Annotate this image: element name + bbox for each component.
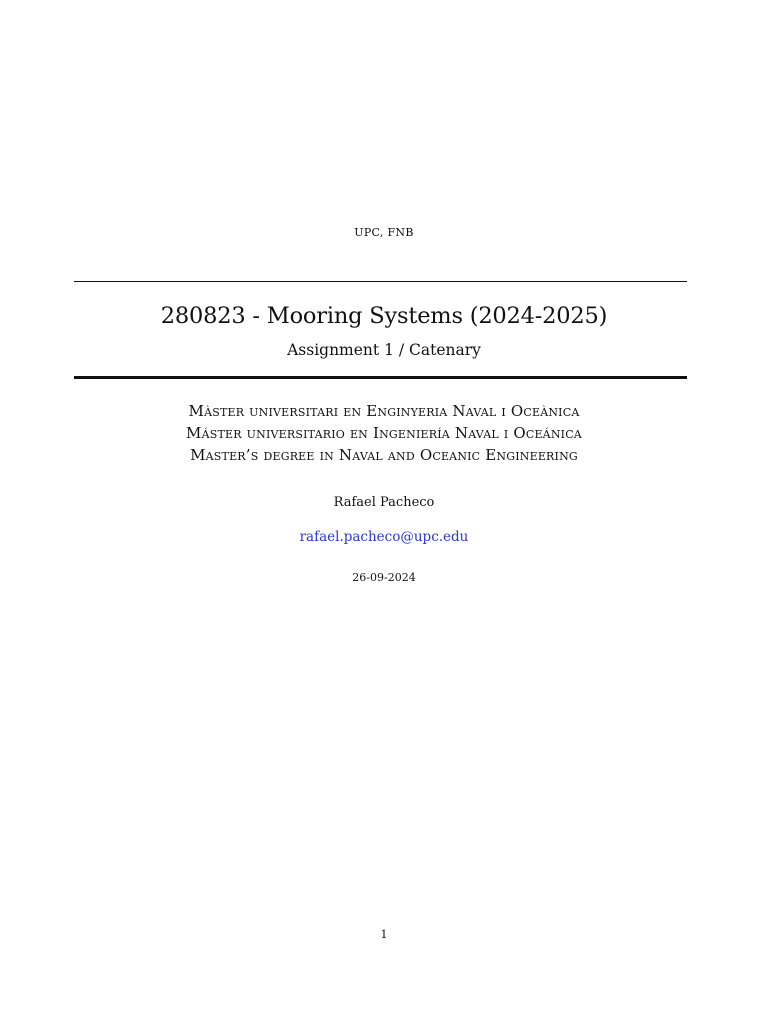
document-date: 26-09-2024 xyxy=(352,571,416,584)
author-name: Rafael Pacheco xyxy=(333,495,435,510)
document-title: 280823 - Mooring Systems (2024-2025) xyxy=(160,303,608,329)
institution-label: UPC, FNB xyxy=(354,226,414,239)
degree-english: Master’s degree in Naval and Oceanic Engineering xyxy=(190,446,578,464)
title-rule-top xyxy=(74,281,687,282)
degree-spanish: Máster universitario en Ingeniería Naval i Oceánica xyxy=(186,424,582,442)
degree-catalan: Màster universitari en Enginyeria Naval i Oceànica xyxy=(188,402,580,420)
document-subtitle: Assignment 1 / Catenary xyxy=(287,341,481,359)
author-email-link[interactable]: rafael.pacheco@upc.edu xyxy=(299,529,469,545)
page-number: 1 xyxy=(380,928,388,941)
title-rule-bottom xyxy=(74,376,687,379)
